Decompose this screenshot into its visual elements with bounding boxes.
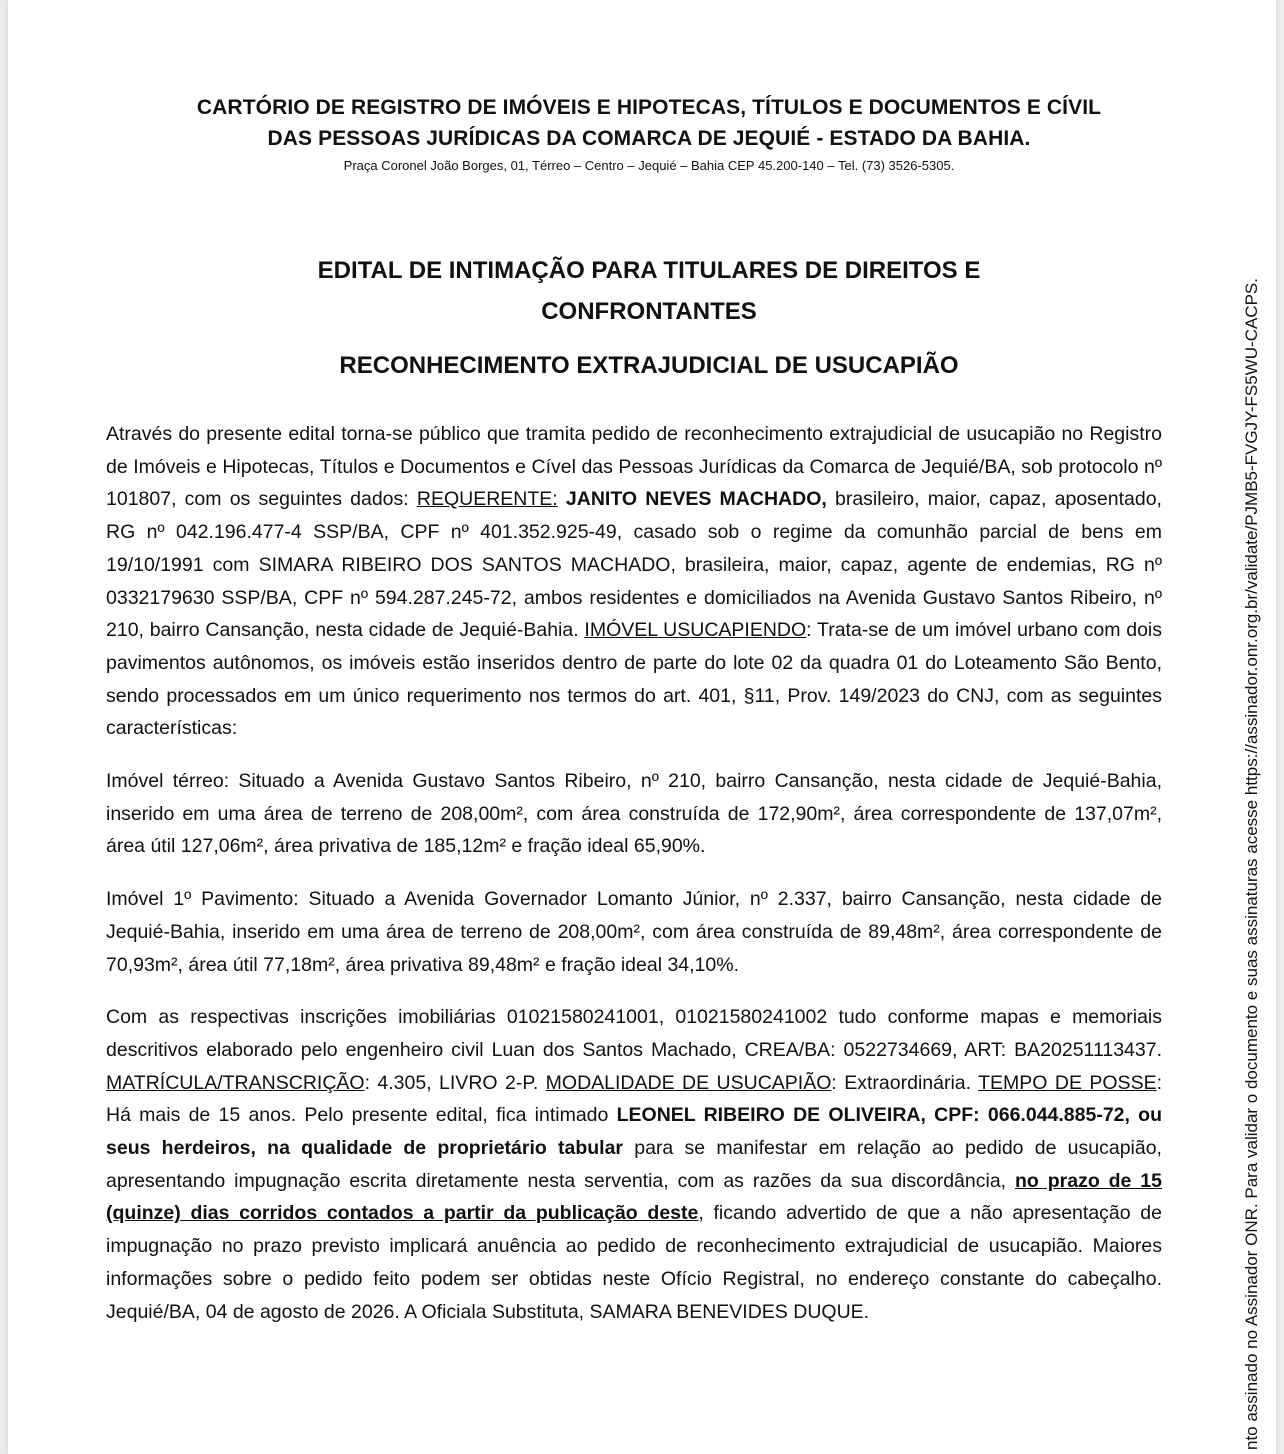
modalidade-label: MODALIDADE DE USUCAPIÃO	[545, 1071, 832, 1094]
edital-title-line1: EDITAL DE INTIMAÇÃO PARA TITULARES DE DIREITOS E	[317, 257, 981, 284]
paragraph4-text2: : 4.305, LIVRO 2-P.	[364, 1071, 546, 1094]
header-title-line1: CARTÓRIO DE REGISTRO DE IMÓVEIS E HIPOTECAS, TÍTULOS E DOCUMENTOS E CÍVIL	[196, 96, 1102, 119]
paragraph-intimacao	[106, 1001, 1162, 1328]
paragraph-imovel-terreo: Imóvel térreo: Situado a Avenida Gustavo Santos Ribeiro, nº 210, bairro Cansanção, nesta cidade de Jequié-Bahia, inserido em uma área de terreno de 208,00m², com área construída de 172,90m², área correspondente de 137,07m², área útil 127,06m², área privativa de 185,12m² e fração ideal 65,90%.	[106, 770, 1162, 858]
requerente-name: JANITO NEVES MACHADO,	[557, 488, 827, 511]
edital-subtitle: RECONHECIMENTO EXTRAJUDICIAL DE USUCAPIÃO	[339, 352, 959, 379]
edital-title-block	[98, 250, 1200, 386]
paragraph-imovel-pavimento: Imóvel 1º Pavimento: Situado a Avenida Governador Lomanto Júnior, nº 2.337, bairro Cansanção, nesta cidade de Jequié-Bahia, inserido em uma área de terreno de 208,00m², com área construída de 89,48m², área correspondente de 70,93m², área útil 77,18m², área privativa 89,48m² e fração ideal 34,10%.	[106, 888, 1162, 976]
registry-header	[98, 92, 1200, 177]
paragraph4-text4: : Há mais de 15 anos. Pelo presente edital, fica intimado	[106, 1071, 1163, 1127]
paragraph1-text3: : Trata-se de um imóvel urbano com dois pavimentos autônomos, os imóveis estão inseridos dentro de parte do lote 02 da quadra 01 do Loteamento São Bento, sendo processados em um único requerimento nos termos do art. 401, §11, Prov. 149/2023 do CNJ, com as seguintes características:	[106, 619, 1162, 740]
paragraph4-text5: para se manifestar em relação ao pedido de usucapião, apresentando impugnação escrita diretamente nesta serventia, com as razões da sua discordância,	[106, 1137, 1162, 1192]
header-title-line2: DAS PESSOAS JURÍDICAS DA COMARCA DE JEQUIÉ - ESTADO DA BAHIA.	[267, 127, 1031, 150]
matricula-label: MATRÍCULA/TRANSCRIÇÃO	[106, 1071, 365, 1094]
paragraph4-text6: , ficando advertido de que a não apresentação de impugnação no prazo previsto implicará anuência ao pedido de reconhecimento extrajudicial de usucapião. Maiores informações sobre o pedido feito podem ser obtidas neste Ofício Registral, no endereço constante do cabeçalho. Jequié/BA, 04 de agosto de 2026. A Oficiala Substituta, SAMARA BENEVIDES DUQUE.	[106, 1202, 1162, 1323]
paragraph1-text1: Através do presente edital torna-se público que tramita pedido de reconhecimento extrajudicial de usucapião no Registro de Imóveis e Hipotecas, Títulos e Documentos e Cível das Pessoas Jurídicas da Comarca de Jequié/BA, sob protocolo nº 101807, com os seguintes dados:	[106, 423, 1162, 511]
paragraph1-text2: brasileiro, maior, capaz, aposentado, RG nº 042.196.477-4 SSP/BA, CPF nº 401.352.925-49, casado sob o regime da comunhão parcial de bens em 19/10/1991 com SIMARA RIBEIRO DOS SANTOS MACHADO, brasileira, maior, capaz, agente de endemias, RG nº 0332179630 SSP/BA, CPF nº 594.287.245-72, ambos residentes e domiciliados na Avenida Gustavo Santos Ribeiro, nº 210, bairro Cansanção, nesta cidade de Jequié-Bahia.	[106, 488, 1162, 642]
header-address: Praça Coronel João Borges, 01, Térreo – Centro – Jequié – Bahia CEP 45.200-140 – Tel. (73) 3526-5305.	[343, 158, 955, 173]
document-page	[8, 0, 1276, 1454]
edital-body	[106, 418, 1162, 1348]
prazo-notice: no prazo de 15 (quinze) dias corridos contados a partir da publicação deste	[106, 1169, 1162, 1225]
intimado-name: LEONEL RIBEIRO DE OLIVEIRA, CPF: 066.044.885-72, ou seus herdeiros, na qualidade de proprietário tabular	[106, 1104, 1163, 1160]
edital-title-line2: CONFRONTANTES	[541, 298, 757, 325]
tempo-posse-label: TEMPO DE POSSE	[978, 1071, 1157, 1094]
paragraph-requerente	[106, 418, 1162, 745]
signature-validation-note: nto assinado no Assinador ONR. Para validar o documento e suas assinaturas acesse https://assinador.onr.org.br/validate/PJMB5-FVGJY-FS5WU-CACPS.	[1242, 278, 1261, 1450]
requerente-label: REQUERENTE:	[416, 488, 558, 511]
paragraph4-text1: Com as respectivas inscrições imobiliárias 01021580241001, 01021580241002 tudo conforme mapas e memoriais descritivos elaborado pelo engenheiro civil Luan dos Santos Machado, CREA/BA: 0522734669, ART: BA20251113437.	[106, 1006, 1162, 1061]
paragraph4-text3: : Extraordinária.	[831, 1071, 979, 1094]
imovel-label: IMÓVEL USUCAPIENDO	[584, 619, 807, 642]
